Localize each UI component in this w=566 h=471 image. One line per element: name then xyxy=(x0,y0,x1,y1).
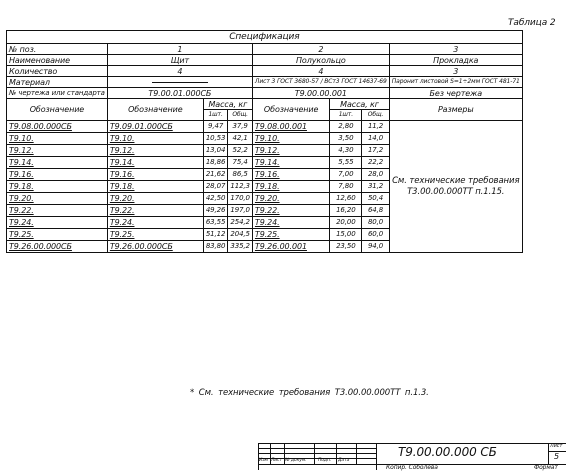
cell-d0: Т9.16. xyxy=(7,169,108,181)
stamp-col-change: Изм xyxy=(259,458,268,463)
quantity-2: 4 xyxy=(252,66,389,77)
material-2: Лист 3 ГОСТ 3680-57 / ВСт3 ГОСТ 14637-69 xyxy=(252,77,389,88)
cell-d1: Т9.10. xyxy=(107,133,203,145)
designation-header-0: Обозначение xyxy=(7,99,108,121)
drawing-1: Т9.00.01.000СБ xyxy=(107,88,252,99)
positions-row xyxy=(7,44,523,55)
quantity-label: Количество xyxy=(7,66,108,77)
quantity-row xyxy=(7,66,523,77)
cell-m1t: 112,3 xyxy=(228,181,253,193)
stamp-copied-by: Копир. Соболева xyxy=(386,464,438,471)
cell-d2: Т9.26.00.001 xyxy=(252,241,329,253)
cell-m2t: 22,2 xyxy=(362,157,389,169)
cell-d0: Т9.12. xyxy=(7,145,108,157)
cell-m1u: 83,80 xyxy=(203,241,228,253)
cell-d1: Т9.24. xyxy=(107,217,203,229)
cell-m2u: 23,50 xyxy=(330,241,362,253)
drawing-2: Т9.00.00.001 xyxy=(252,88,389,99)
stamp-col-doc: № докум. xyxy=(285,458,307,463)
cell-m2t: 31,2 xyxy=(362,181,389,193)
cell-m1t: 254,2 xyxy=(228,217,253,229)
cell-m1t: 204,5 xyxy=(228,229,253,241)
cell-d2: Т9.12. xyxy=(252,145,329,157)
cell-d0: Т9.08.00.000СБ xyxy=(7,121,108,133)
quantity-1: 4 xyxy=(107,66,252,77)
drawing-3: Без чертежа xyxy=(389,88,522,99)
cell-m2t: 14,0 xyxy=(362,133,389,145)
cell-d1: Т9.26.00.000СБ xyxy=(107,241,203,253)
position-1: 1 xyxy=(107,44,252,55)
cell-m2u: 15,00 xyxy=(330,229,362,241)
cell-d2: Т9.24. xyxy=(252,217,329,229)
cell-m1u: 10,53 xyxy=(203,133,228,145)
cell-m1t: 52,2 xyxy=(228,145,253,157)
cell-m1t: 42,1 xyxy=(228,133,253,145)
subheader-row-1 xyxy=(7,99,523,110)
stamp-sheet-number: 5 xyxy=(554,452,559,461)
table-row xyxy=(7,121,523,133)
cell-d2: Т9.22. xyxy=(252,205,329,217)
title-block xyxy=(258,443,566,470)
cell-m1u: 21,62 xyxy=(203,169,228,181)
cell-d2: Т9.10. xyxy=(252,133,329,145)
mass-header-1: Масса, кг xyxy=(203,99,252,110)
cell-m1t: 197,0 xyxy=(228,205,253,217)
stamp-format: Формат xyxy=(534,464,558,471)
cell-m2t: 17,2 xyxy=(362,145,389,157)
cell-m1t: 86,5 xyxy=(228,169,253,181)
drawing-label: № чертежа или стандарта xyxy=(7,88,108,99)
mass-header-2: Масса, кг xyxy=(330,99,389,110)
cell-m2u: 12,60 xyxy=(330,193,362,205)
material-1 xyxy=(107,77,252,88)
cell-d0: Т9.22. xyxy=(7,205,108,217)
cell-m2t: 80,0 xyxy=(362,217,389,229)
position-label: № поз. xyxy=(7,44,108,55)
cell-m2t: 28,0 xyxy=(362,169,389,181)
cell-m1u: 9,47 xyxy=(203,121,228,133)
total-header-2: Общ. xyxy=(362,110,389,121)
drawing-row xyxy=(7,88,523,99)
data-rows xyxy=(7,121,523,253)
cell-m2u: 5,55 xyxy=(330,157,362,169)
name-1: Щит xyxy=(107,55,252,66)
material-label: Материал xyxy=(7,77,108,88)
cell-d1: Т9.18. xyxy=(107,181,203,193)
unit-header-1: 1шт. xyxy=(203,110,228,121)
cell-d0: Т9.24. xyxy=(7,217,108,229)
table-title: Спецификация xyxy=(7,31,523,44)
cell-m2u: 16,20 xyxy=(330,205,362,217)
cell-d0: Т9.14. xyxy=(7,157,108,169)
cell-d2: Т9.18. xyxy=(252,181,329,193)
stamp-col-sign: Подп. xyxy=(318,458,332,463)
cell-m2t: 94,0 xyxy=(362,241,389,253)
total-header-1: Общ. xyxy=(228,110,253,121)
cell-m2t: 60,0 xyxy=(362,229,389,241)
material-row xyxy=(7,77,523,88)
cell-d1: Т9.22. xyxy=(107,205,203,217)
cell-d0: Т9.20. xyxy=(7,193,108,205)
quantity-3: 3 xyxy=(389,66,522,77)
cell-m2u: 4,30 xyxy=(330,145,362,157)
cell-d1: Т9.20. xyxy=(107,193,203,205)
cell-m1t: 37,9 xyxy=(228,121,253,133)
name-3: Прокладка xyxy=(389,55,522,66)
cell-m2t: 11,2 xyxy=(362,121,389,133)
cell-m2u: 2,80 xyxy=(330,121,362,133)
cell-m2u: 20,00 xyxy=(330,217,362,229)
cell-m2t: 64,8 xyxy=(362,205,389,217)
cell-d2: Т9.14. xyxy=(252,157,329,169)
cell-d0: Т9.10. xyxy=(7,133,108,145)
cell-m1t: 170,0 xyxy=(228,193,253,205)
cell-m1u: 28,07 xyxy=(203,181,228,193)
cell-m1u: 51,12 xyxy=(203,229,228,241)
cell-m2t: 50,4 xyxy=(362,193,389,205)
cell-d0: Т9.25. xyxy=(7,229,108,241)
name-2: Полукольцо xyxy=(252,55,389,66)
cell-d2: Т9.16. xyxy=(252,169,329,181)
cell-d1: Т9.16. xyxy=(107,169,203,181)
sizes-note: См. технические требования Т3.00.00.000ТТ п.1.15. xyxy=(389,121,522,253)
cell-m1u: 49,26 xyxy=(203,205,228,217)
cell-m1u: 42,50 xyxy=(203,193,228,205)
stamp-col-sheet: Лист xyxy=(271,458,283,463)
material-3: Паронит листовой S=1÷2мм ГОСТ 481-71 xyxy=(389,77,522,88)
cell-d2: Т9.25. xyxy=(252,229,329,241)
stamp-designation: Т9.00.00.000 СБ xyxy=(398,445,497,459)
stamp-sheet-label: Лист xyxy=(550,443,563,449)
cell-m1u: 13,04 xyxy=(203,145,228,157)
sizes-header: Размеры xyxy=(389,99,522,121)
name-label: Наименование xyxy=(7,55,108,66)
cell-m1u: 63,55 xyxy=(203,217,228,229)
cell-d1: Т9.12. xyxy=(107,145,203,157)
cell-d1: Т9.09.01.000СБ xyxy=(107,121,203,133)
stamp-col-date: Дата xyxy=(338,458,350,463)
cell-m2u: 3,50 xyxy=(330,133,362,145)
position-3: 3 xyxy=(389,44,522,55)
footnote: * См. технические требования Т3.00.00.000ТТ п.1.3. xyxy=(190,388,429,398)
unit-header-2: 1шт. xyxy=(330,110,362,121)
cell-d1: Т9.25. xyxy=(107,229,203,241)
cell-m2u: 7,00 xyxy=(330,169,362,181)
cell-m1u: 18,86 xyxy=(203,157,228,169)
table-number: Таблица 2 xyxy=(508,18,556,28)
cell-m1t: 335,2 xyxy=(228,241,253,253)
cell-d0: Т9.18. xyxy=(7,181,108,193)
position-2: 2 xyxy=(252,44,389,55)
specification-table xyxy=(6,30,523,253)
designation-header-1: Обозначение xyxy=(107,99,203,121)
cell-m2u: 7,80 xyxy=(330,181,362,193)
material-dash xyxy=(152,82,208,83)
cell-d0: Т9.26.00.000СБ xyxy=(7,241,108,253)
cell-d1: Т9.14. xyxy=(107,157,203,169)
cell-d2: Т9.08.00.001 xyxy=(252,121,329,133)
cell-d2: Т9.20. xyxy=(252,193,329,205)
names-row xyxy=(7,55,523,66)
cell-m1t: 75,4 xyxy=(228,157,253,169)
designation-header-2: Обозначение xyxy=(252,99,329,121)
